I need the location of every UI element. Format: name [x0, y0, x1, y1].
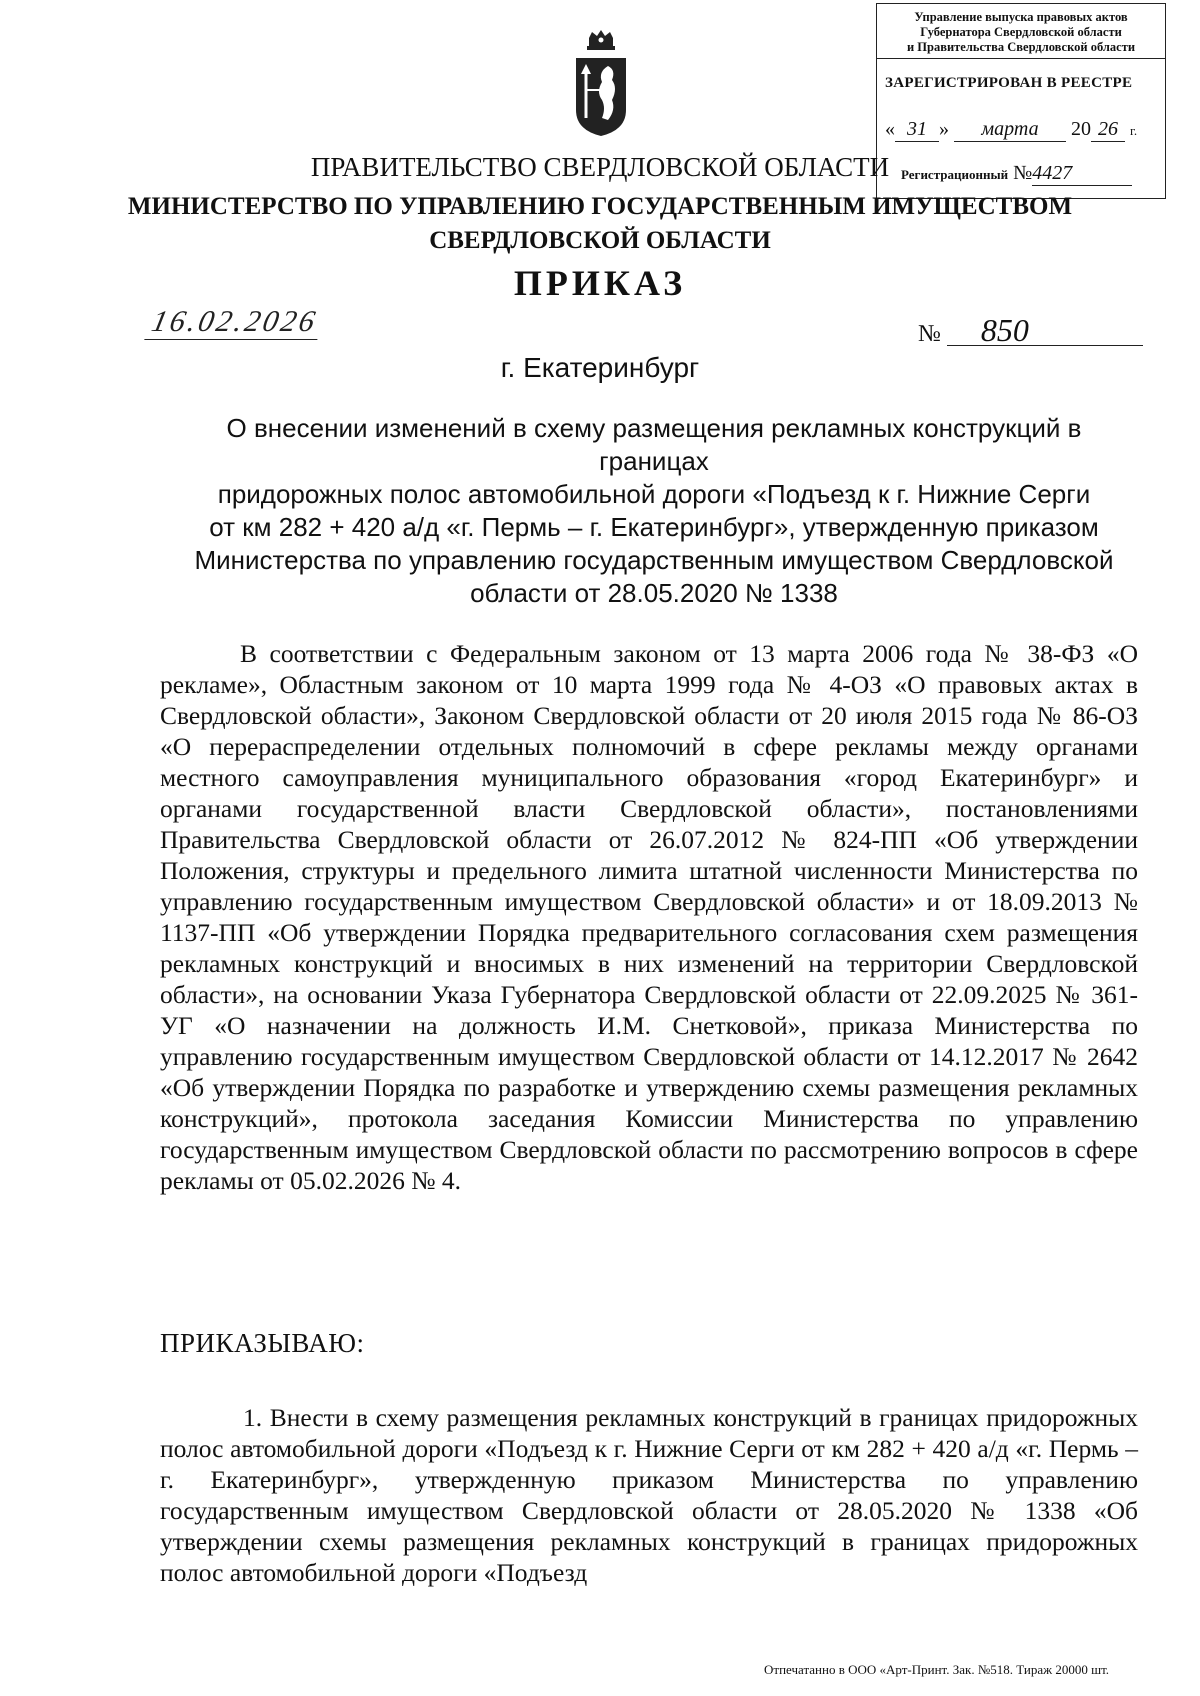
- title-line: от км 282 + 420 а/д «г. Пермь – г. Екатеринбург», утвержденную приказом: [209, 512, 1099, 542]
- stamp-reg-number: 4427: [1032, 162, 1132, 186]
- stamp-day: 31: [895, 118, 939, 142]
- order-date: 16.02.2026: [144, 305, 324, 340]
- preamble-paragraph: В соответствии с Федеральным законом от 13 марта 2006 года № 38-ФЗ «О рекламе», Областным законом от 10 марта 1999 года № 4-ОЗ «О правовых актах в Свердловской области», Законом Свердловской области от 20 июля 2015 года № 86-ОЗ «О перераспределении отдельных полномочий в сфере рекламы между органами местного самоуправления муниципального образования «город Екатеринбург» и органами государственной власти Свердловской области», постановлениями Правительства Свердловской области от 26.07.2012 № 824-ПП «Об утверждении Положения, структуры и предельного лимита штатной численности Министерства по управлению государственным имуществом Свердловской области» и от 18.09.2013 № 1137-ПП «Об утверждении Порядка предварительного согласования схем размещения рекламных конструкций и вносимых в них изменений на территории Свердловской области», на основании Указа Губернатора Свердловской области от 22.09.2025 № 361-УГ «О назначении на должность И.М. Снетковой», приказа Министерства по управлению государственным имуществом Свердловской области от 14.12.2017 № 2642 «Об утверждении Порядка по разработке и утверждению схемы размещения рекламных конструкций», протокола заседания Комиссии Министерства по управлению государственным имуществом Свердловской области по рассмотрению вопросов в сфере рекламы от 05.02.2026 № 4.: [160, 639, 1138, 1195]
- stamp-org-line: Управление выпуска правовых актов: [914, 10, 1128, 24]
- ministry-name: [0, 190, 1200, 258]
- stamp-year: 26: [1091, 118, 1125, 142]
- stamp-quote-close: »: [939, 118, 949, 140]
- stamp-org-line: и Правительства Свердловской области: [906, 40, 1136, 54]
- stamp-organization: [877, 4, 1165, 59]
- document-type: ПРИКАЗ: [513, 263, 687, 303]
- stamp-reg-number-label: Регистрационный: [901, 167, 1009, 182]
- stamp-org-line: Губернатора Свердловской области: [920, 25, 1122, 39]
- government-name: ПРАВИТЕЛЬСТВО СВЕРДЛОВСКОЙ ОБЛАСТИ: [310, 152, 890, 182]
- order-number-sign: №: [918, 321, 941, 347]
- ministry-name-line: МИНИСТЕРСТВО ПО УПРАВЛЕНИЮ ГОСУДАРСТВЕННЫМ ИМУЩЕСТВОМ: [127, 193, 1073, 220]
- stamp-month: марта: [954, 118, 1066, 142]
- order-number: 850: [947, 315, 1143, 346]
- title-line: области от 28.05.2020 № 1338: [470, 578, 838, 608]
- order-item-1: 1. Внести в схему размещения рекламных конструкций в границах придорожных полос автомобильной дороги «Подъезд к г. Нижние Серги от км 282 + 420 а/д «г. Пермь – г. Екатеринбург», утвержденную приказом Министерства по управлению государственным имуществом Свердловской области от 28.05.2020 № 1338 «Об утверждении схемы размещения рекламных конструкций в границах придорожных полос автомобильной дороги «Подъезд: [160, 1403, 1138, 1587]
- stamp-year-prefix: 20: [1071, 118, 1091, 140]
- printer-footer: Отпечатанно в ООО «Арт-Принт. Зак. №518. Тираж 20000 шт.: [764, 1662, 1110, 1677]
- stamp-num-sign: №: [1013, 162, 1033, 184]
- coat-of-arms-icon: [572, 30, 630, 138]
- order-directive: ПРИКАЗЫВАЮ:: [160, 1328, 365, 1358]
- stamp-registered-label: ЗАРЕГИСТРИРОВАН В РЕЕСТРЕ: [885, 75, 1133, 91]
- ministry-name-line: СВЕРДЛОВСКОЙ ОБЛАСТИ: [429, 227, 771, 254]
- stamp-quote-open: «: [885, 118, 895, 140]
- stamp-year-abbr: г.: [1130, 123, 1138, 138]
- stamp-date: [885, 118, 1159, 142]
- city: г. Екатеринбург: [500, 352, 700, 383]
- title-line: О внесении изменений в схему размещения рекламных конструкций в границах: [226, 413, 1082, 476]
- title-line: Министерства по управлению государственным имуществом Свердловской: [194, 545, 1114, 575]
- order-title: [170, 412, 1138, 610]
- order-number-row: [918, 312, 1143, 348]
- title-line: придорожных полос автомобильной дороги «Подъезд к г. Нижние Серги: [217, 479, 1091, 509]
